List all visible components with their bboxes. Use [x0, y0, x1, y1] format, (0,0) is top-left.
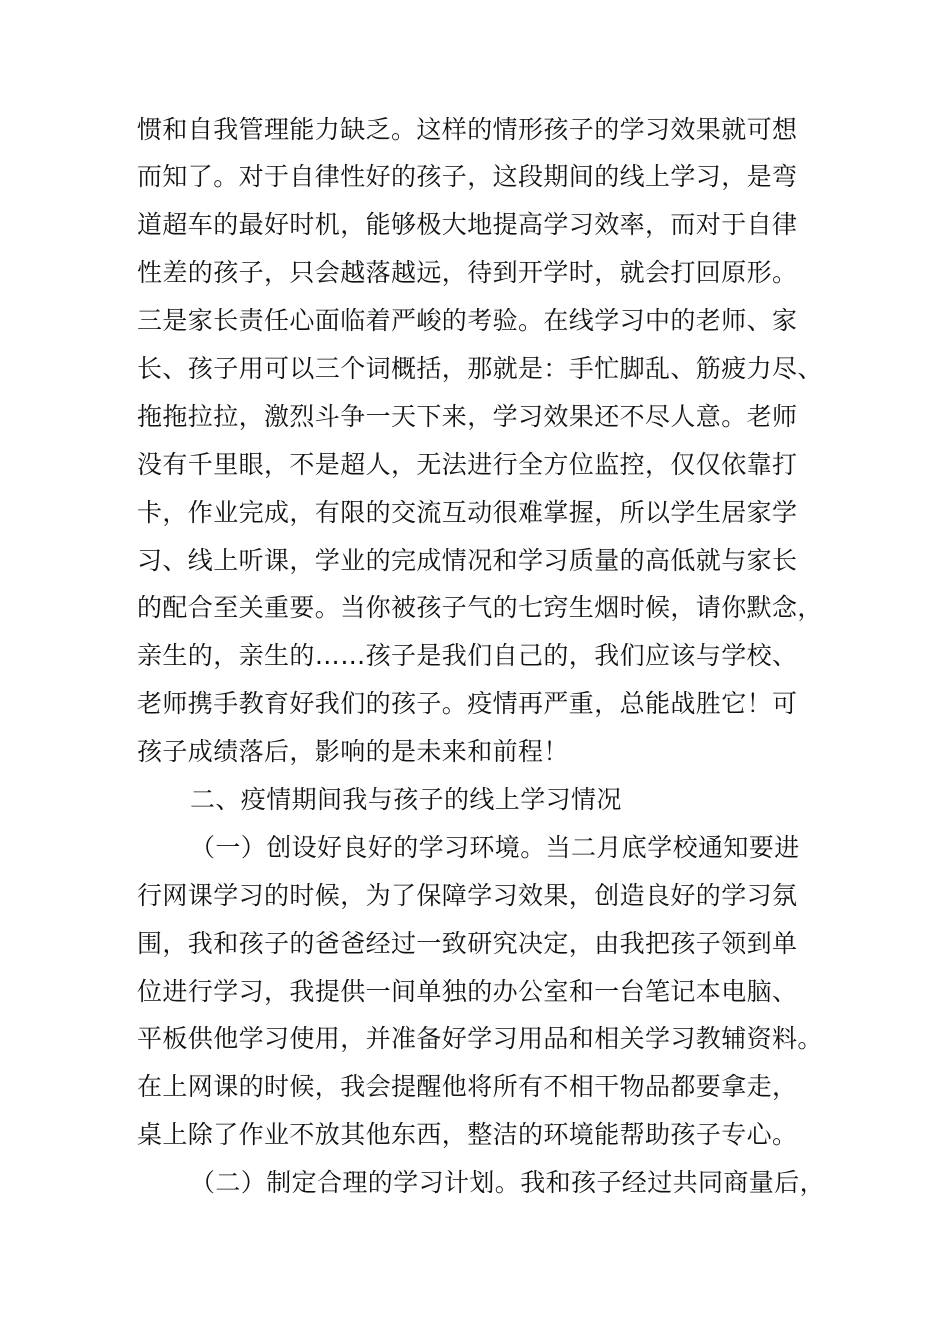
text-line: 在上网课的时候，我会提醒他将所有不相干物品都要拿走，: [137, 1072, 798, 1101]
text-line: 拖拖拉拉，激烈斗争一天下来，学习效果还不尽人意。老师: [137, 402, 798, 431]
text-line: 桌上除了作业不放其他东西，整洁的环境能帮助孩子专心。: [137, 1120, 798, 1149]
subsection-heading: （二）制定合理的学习计划。我和孩子经过共同商量后，: [190, 1168, 826, 1197]
text-line: 围，我和孩子的爸爸经过一致研究决定，由我把孩子领到单: [137, 929, 798, 958]
text-line: 卡，作业完成，有限的交流互动很难掌握，所以学生居家学: [137, 498, 798, 527]
section-heading: 二、疫情期间我与孩子的线上学习情况: [190, 785, 622, 814]
text-line: 老师携手教育好我们的孩子。疫情再严重，总能战胜它！可: [137, 689, 798, 718]
text-line: 道超车的最好时机，能够极大地提高学习效率，而对于自律: [137, 210, 798, 239]
text-line: 位进行学习，我提供一间单独的办公室和一台笔记本电脑、: [137, 977, 798, 1006]
subsection-heading: （一）创设好良好的学习环境。当二月底学校通知要进: [190, 833, 800, 862]
text-line: 亲生的，亲生的……孩子是我们自己的，我们应该与学校、: [137, 641, 798, 670]
text-line: 行网课学习的时候，为了保障学习效果，创造良好的学习氛: [137, 881, 798, 910]
text-line: 长、孩子用可以三个词概括，那就是：手忙脚乱、筋疲力尽、: [137, 354, 823, 383]
text-line: 三是家长责任心面临着严峻的考验。在线学习中的老师、家: [137, 306, 798, 335]
text-line: 惯和自我管理能力缺乏。这样的情形孩子的学习效果就可想: [137, 115, 798, 144]
text-line: 的配合至关重要。当你被孩子气的七窍生烟时候，请你默念，: [137, 593, 823, 622]
text-line: 习、线上听课，学业的完成情况和学习质量的高低就与家长: [137, 546, 798, 575]
text-line: 没有千里眼，不是超人，无法进行全方位监控，仅仅依靠打: [137, 450, 798, 479]
text-line: 平板供他学习使用，并准备好学习用品和相关学习教辅资料。: [137, 1024, 823, 1053]
text-line: 而知了。对于自律性好的孩子，这段期间的线上学习，是弯: [137, 162, 798, 191]
text-line: 孩子成绩落后，影响的是未来和前程！: [137, 737, 569, 766]
text-line: 性差的孩子，只会越落越远，待到开学时，就会打回原形。: [137, 258, 798, 287]
